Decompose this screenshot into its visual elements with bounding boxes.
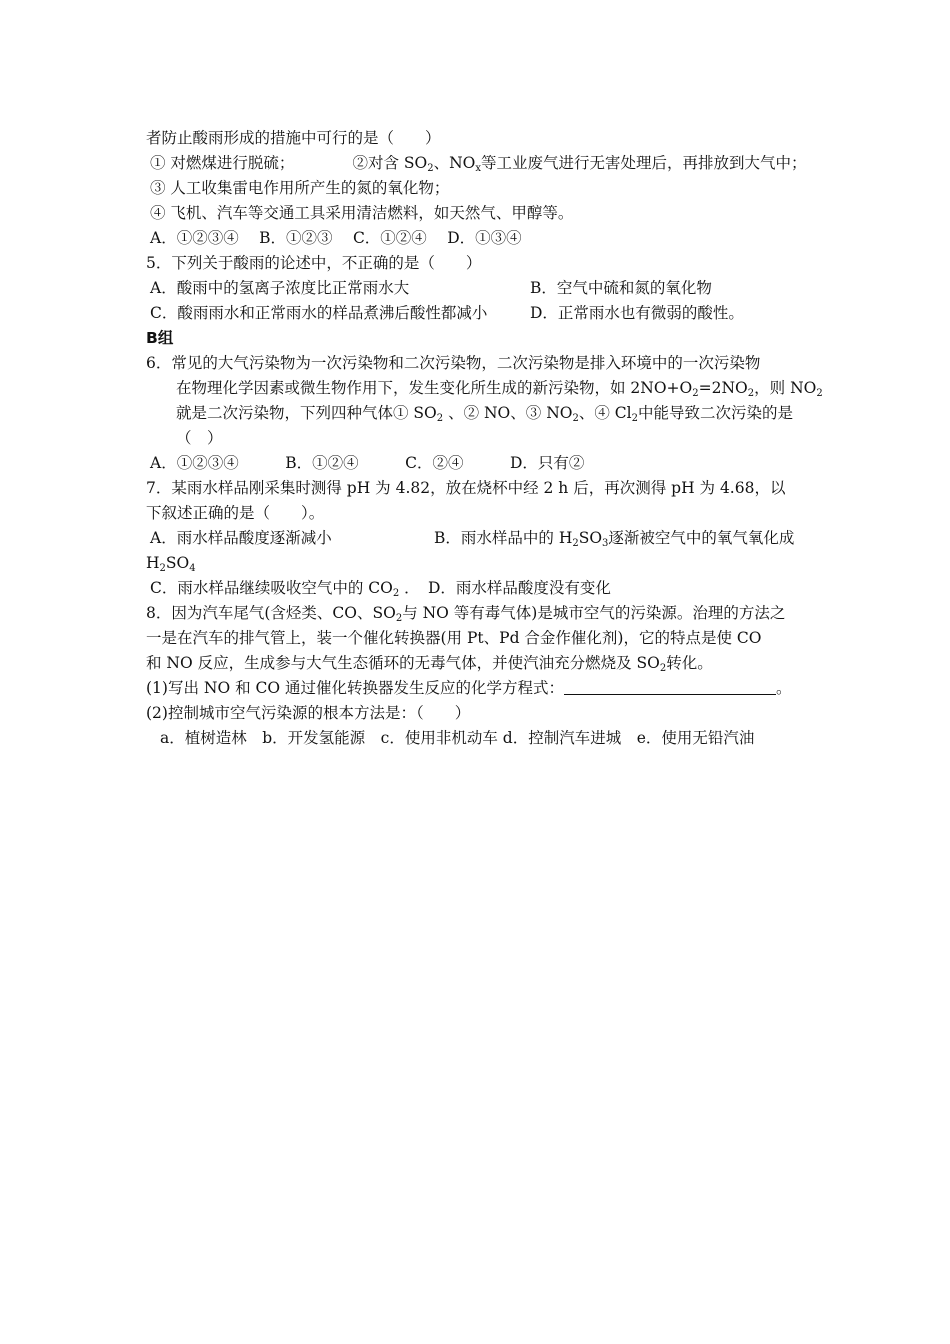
q7-option-b: B．雨水样品中的 $H_2SO_3$逐渐被空气中的氧气氧化成 [434, 529, 795, 549]
q4-option-4: ④ 飞机、汽车等交通工具采用清洁燃料，如天然气、甲醇等。 [150, 204, 574, 222]
q5-option-d: D．正常雨水也有微弱的酸性。 [530, 304, 744, 322]
q4-choices: A．①②③④ B．①②③ C．①②④ D．①③④ [150, 229, 522, 247]
q8-line-2: 一是在汽车的排气管上，装一个催化转换器(用 Pt、Pd 合金作催化剂)，它的特点是使 CO [146, 629, 762, 647]
answer-blank[interactable] [564, 680, 776, 695]
q6-line-1: 6．常见的大气污染物为一次污染物和二次污染物，二次污染物是排入环境中的一次污染物 [146, 354, 761, 372]
q7-option-b-cont: $H_2SO_4$ [146, 554, 196, 574]
q6-line-3: 就是二次污染物，下列四种气体① $SO_2$ 、② NO、③ $NO_2$、④ $Cl_2$中能导致二次污染的是 [176, 404, 793, 424]
q4-option-1-2: ① 对燃煤进行脱硫； ②对含 $SO_2$、$NO_x$等工业废气进行无害处理后，再排放到大气中； [150, 154, 807, 174]
q7-option-d: D．雨水样品酸度没有变化 [428, 579, 611, 597]
q4-stem: 者防止酸雨形成的措施中可行的是（ ） [146, 129, 441, 147]
q8-line-3: 和 NO 反应，生成参与大气生态循环的无毒气体，并使汽油充分燃烧及 $SO_2$转化。 [146, 654, 713, 674]
q6-choices: A．①②③④ B．①②④ C．②④ D．只有② [150, 454, 585, 472]
q4-option-3: ③ 人工收集雷电作用所产生的氮的氧化物； [150, 179, 450, 197]
q6-line-4: （ ） [176, 429, 223, 447]
group-b-heading: B组 [146, 329, 174, 347]
q5-option-c: C．酸雨雨水和正常雨水的样品煮沸后酸性都减小 [150, 304, 488, 322]
q5-stem: 5．下列关于酸雨的论述中，不正确的是（ ） [146, 254, 482, 272]
q8-options: a．植树造林 b．开发氢能源 c．使用非机动车 d．控制汽车进城 e．使用无铅汽油 [160, 729, 755, 747]
q8-part-2: (2)控制城市空气污染源的根本方法是：（ ） [146, 704, 471, 722]
q6-line-2: 在物理化学因素或微生物作用下，发生变化所生成的新污染物，如 $2NO+O_2=2NO_2$，则 $NO_2$ [176, 379, 823, 399]
q8-part-1: (1)写出 NO 和 CO 通过催化转换器发生反应的化学方程式： 。 [146, 679, 792, 697]
q5-option-b: B．空气中硫和氮的氧化物 [530, 279, 712, 297]
q7-line-2: 下叙述正确的是（ ）。 [146, 504, 325, 522]
q7-option-c: C．雨水样品继续吸收空气中的 $CO_2$ ． [150, 579, 420, 599]
q8-line-1: 8．因为汽车尾气(含烃类、CO、$SO_2$与 NO 等有毒气体)是城市空气的污染源。治理的方法之 [146, 604, 786, 624]
q5-option-a: A．酸雨中的氢离子浓度比正常雨水大 [150, 279, 410, 297]
q7-line-1: 7．某雨水样品刚采集时测得 pH 为 4.82，放在烧杯中经 2 h 后，再次测得 pH 为 4.68，以 [146, 479, 786, 497]
q7-option-a: A．雨水样品酸度逐渐减小 [150, 529, 332, 547]
